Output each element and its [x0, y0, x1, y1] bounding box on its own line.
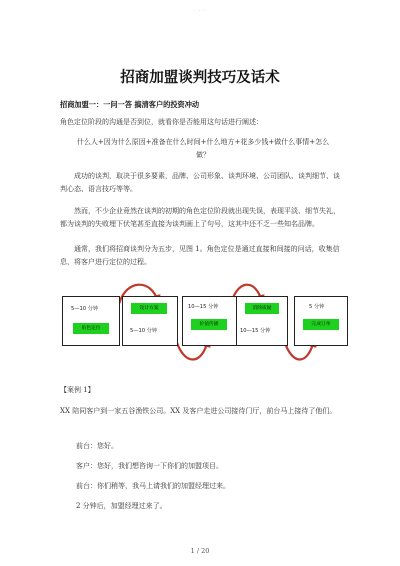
- page-number: 1 / 20: [190, 547, 210, 555]
- stage-time: 10—15 分钟: [240, 328, 271, 334]
- stage-time: 5—10 分钟: [130, 328, 158, 334]
- flow-stage-value-delivery: [182, 296, 238, 346]
- stage-label: 完成订单: [303, 319, 339, 330]
- paragraph-success-factors: 成功的谈判，取决于很多要素，品牌、公司形象、谈判环境、公司团队、谈判细节、谈判心态、语言技巧等等。: [60, 172, 340, 193]
- stage-time: 10—15 分钟: [188, 304, 219, 310]
- paragraph-formula: 什么人+因为什么原因+准备在什么时间+什么地方+花多少钱+做什么事情+怎么做？: [76, 138, 330, 159]
- document-title: 招商加盟谈判技巧及话术: [120, 69, 280, 86]
- case-line-customer: 客户：您好，我们想咨询一下你们的加盟项目。: [76, 462, 223, 470]
- stage-label: 消除质疑: [245, 303, 279, 314]
- flow-stage-complete-order: [294, 296, 348, 346]
- negotiation-flow-diagram: [60, 288, 348, 352]
- case-line-intro: XX 陪同客户到一家五谷渔铁公司。XX 及客户走进公司接待门厅，前台马上接待了他们。: [60, 407, 337, 415]
- flow-stage-design-plan: [122, 296, 178, 346]
- flow-stage-role-positioning: [62, 296, 120, 346]
- stage-label: 价值传播: [191, 319, 227, 330]
- flow-stage-remove-doubts: [236, 296, 288, 346]
- stage-label: 角色定位: [73, 323, 109, 334]
- case-heading: 【案例 1】: [60, 386, 95, 394]
- stage-label: 设计方案: [131, 303, 167, 314]
- header-mark: · · ·: [193, 8, 207, 14]
- stage-time: 5 分钟: [309, 304, 325, 310]
- paragraph-early-mistakes: 然而，不少企业竟然在谈判的初期的角色定位阶段就出现失误，表现平淡、细节失礼，都为谈判的失败埋下伏笔甚至直接为谈判画上了句号，这其中还不乏一些知名品牌。: [60, 207, 340, 228]
- paragraph-five-steps: 通常，我们将招商谈判分为五步，见图 1。角色定位是通过直接和间接的问话，收集信息，将客户进行定位的过程。: [60, 245, 340, 266]
- section-heading: 招商加盟一：一问一答 搞清客户的投资冲动: [60, 100, 200, 109]
- case-line-reception-reply: 前台：你们稍等，我马上请我们的加盟经理过来。: [76, 482, 230, 490]
- stage-time: 5—10 分钟: [71, 306, 99, 312]
- paragraph-intro: 角色定位阶段的沟通是否到位，就看你是否能用这句话进行阐述：: [60, 118, 263, 126]
- case-line-manager-arrives: 2 分钟后，加盟经理过来了。: [76, 502, 167, 510]
- case-line-reception: 前台：您好。: [76, 442, 118, 450]
